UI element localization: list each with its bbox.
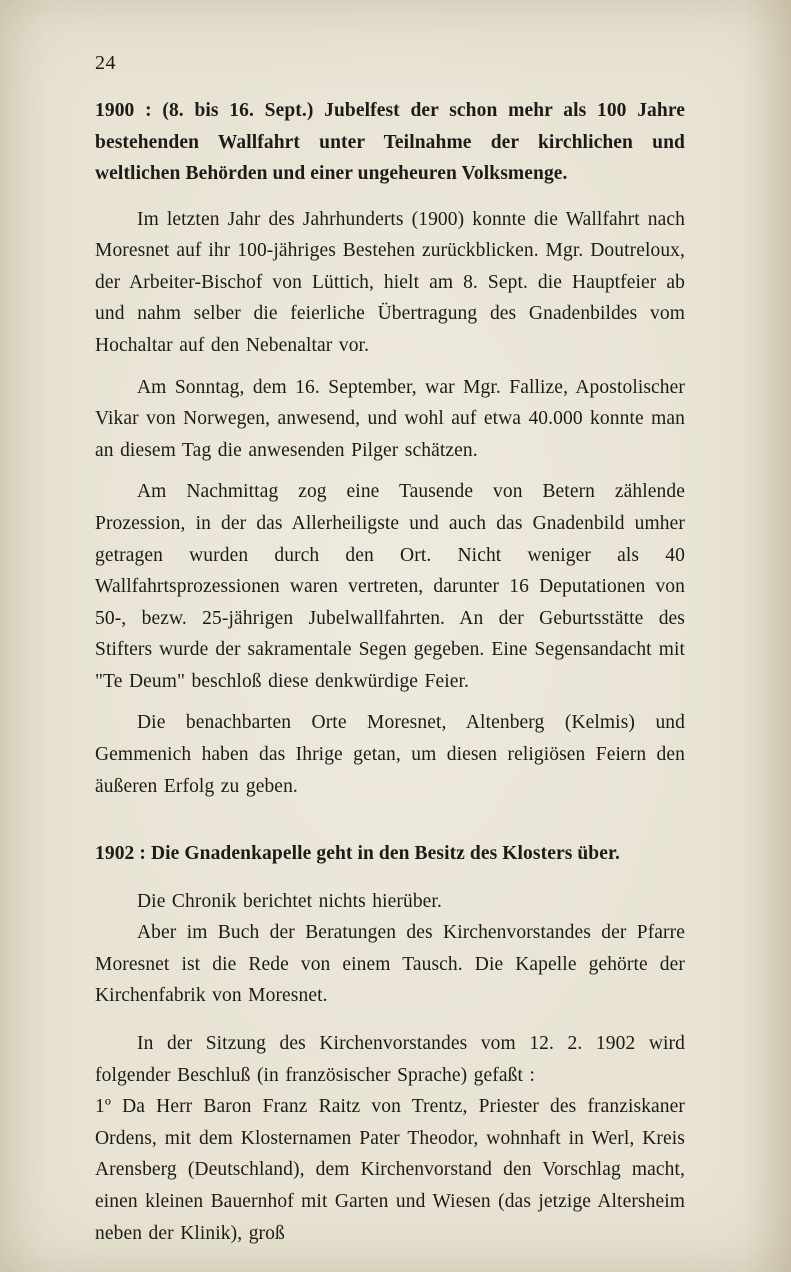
paragraph: Die benachbarten Orte Moresnet, Altenberg (Kelmis) und Gemmenich haben das Ihrige getan, um diesen religiösen Feiern den äußeren Erfolg zu geben. (95, 712, 685, 797)
paragraph: In der Sitzung des Kirchenvorstandes vom 12. 2. 1902 wird folgender Beschluß (in französischer Sprache) gefaßt : (95, 1033, 685, 1086)
section-heading-1902: 1902 : Die Gnadenkapelle geht in den Besitz des Klosters über. (95, 843, 620, 865)
paragraph: Am Nachmittag zog eine Tausende von Betern zählende Prozession, in der das Allerheiligste und auch das Gnadenbild umher getragen wurden durch den Ort. Nicht weniger als 40 Wallfahrtsprozessionen waren vertreten, darunter 16 Deputationen von 50-, bezw. 25-jährigen Jubelwallfahrten. An der Geburtsstätte des Stifters wurde der sakramentale Segen gegeben. Eine Segensandacht mit "Te Deum" beschloß diese denkwürdige Feier. (95, 481, 685, 692)
paragraph: Im letzten Jahr des Jahrhunderts (1900) konnte die Wallfahrt nach Moresnet auf ihr 100-jähriges Bestehen zurückblicken. Mgr. Doutreloux, der Arbeiter-Bischof von Lüttich, hielt am 8. Sept. die Hauptfeier ab und nahm selber die feierliche Übertragung des Gnadenbildes vom Hochaltar auf den Nebenaltar vor. (95, 208, 685, 357)
section-heading-1900: 1900 : (8. bis 16. Sept.) Jubelfest der schon mehr als 100 Jahre bestehenden Wallfahrt unter Teilnahme der kirchlichen und weltlichen Behörden und einer ungeheuren Volksmenge. (95, 100, 685, 185)
page-number: 24 (95, 52, 116, 74)
paragraph: Die Chronik berichtet nichts hierüber. (137, 890, 442, 912)
paragraph: 1º Da Herr Baron Franz Raitz von Trentz, Priester des franziskaner Ordens, mit dem Klosternamen Pater Theodor, wohnhaft in Werl, Kreis Arensberg (Deutschland), dem Kirchenvorstand den Vorschlag macht, einen kleinen Bauernhof mit Garten und Wiesen (das jetzige Altersheim neben der Klinik), groß (95, 1096, 685, 1244)
paragraph: Am Sonntag, dem 16. September, war Mgr. Fallize, Apostolischer Vikar von Norwegen, anwesend, und wohl auf etwa 40.000 konnte man an diesem Tag die anwesenden Pilger schätzen. (95, 376, 685, 461)
paragraph: Aber im Buch der Beratungen des Kirchenvorstandes der Pfarre Moresnet ist die Rede von einem Tausch. Die Kapelle gehörte der Kirchenfabrik von Moresnet. (95, 922, 685, 1007)
